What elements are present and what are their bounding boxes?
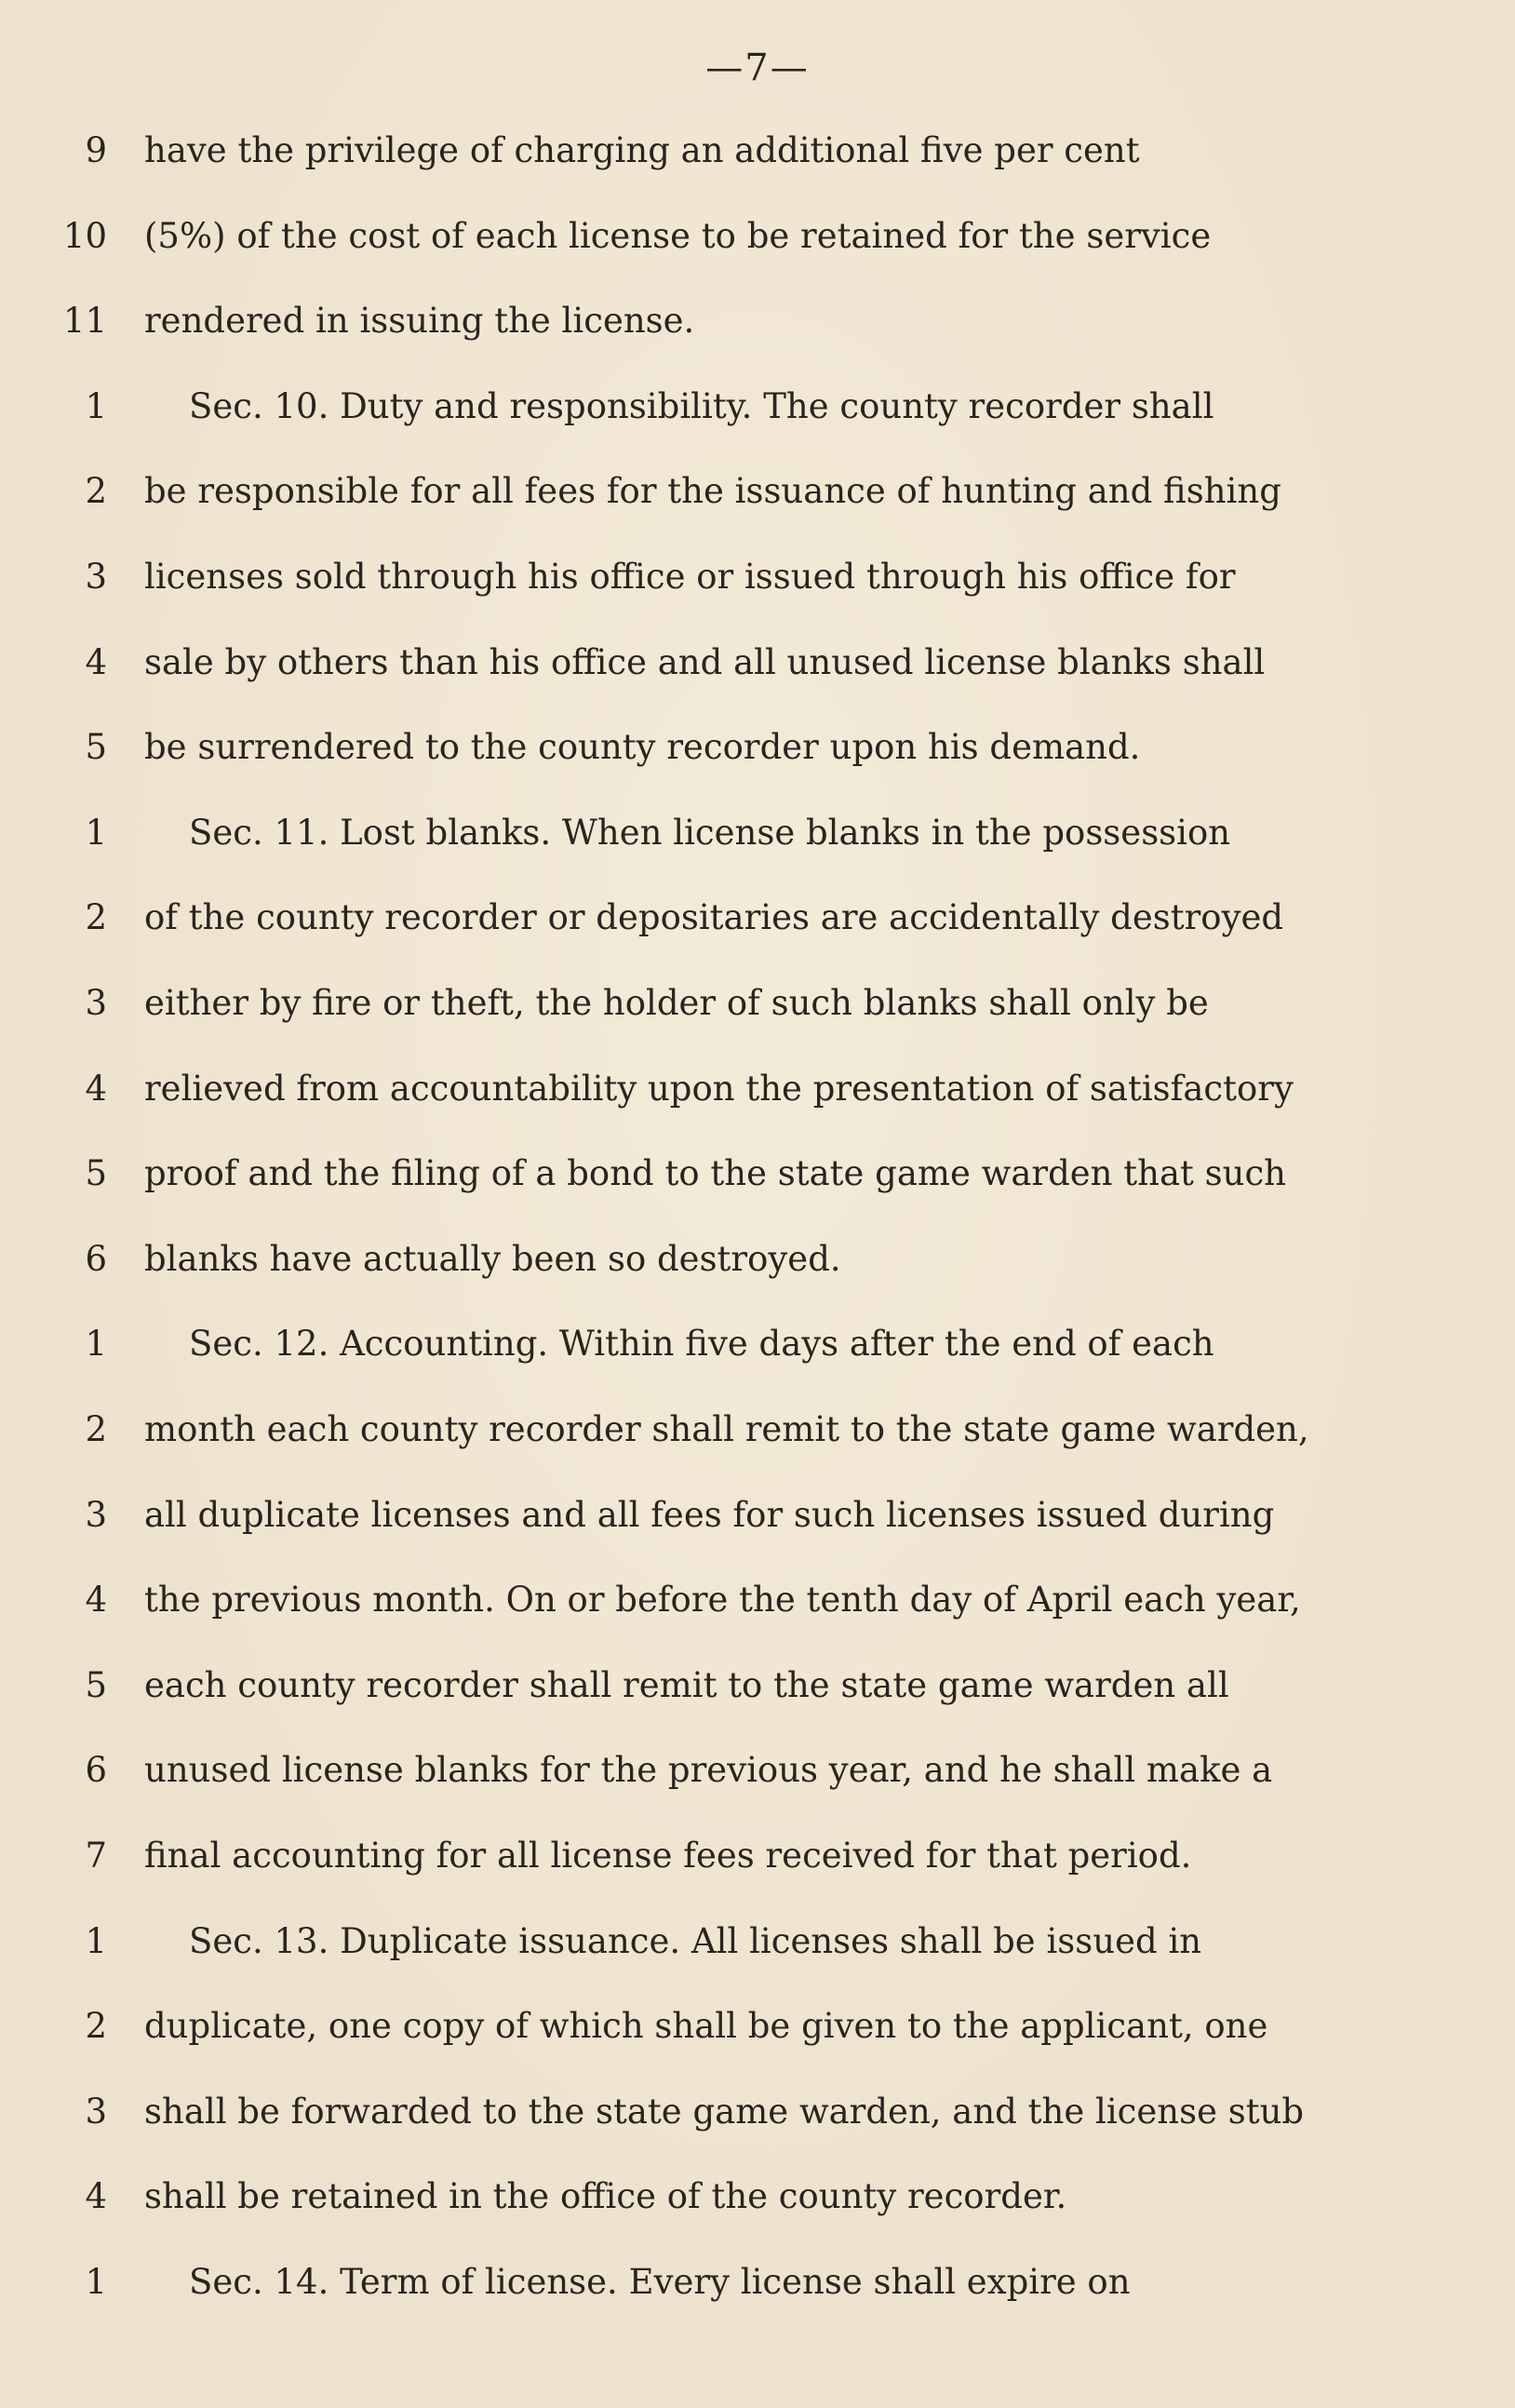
text-line: [0, 1069, 1515, 1124]
line-number: 2: [85, 897, 107, 938]
line-text: sale by others than his office and all unused license blanks shall: [144, 641, 1266, 682]
line-text: be surrendered to the county recorder upon his demand.: [144, 727, 1141, 768]
page-number: —7—: [705, 47, 810, 89]
line-text: Sec. 11. Lost blanks. When license blanks in the possession: [189, 812, 1231, 853]
line-number: 9: [85, 130, 107, 170]
line-number: 1: [85, 2262, 107, 2302]
line-number: 4: [85, 2176, 107, 2217]
line-text: month each county recorder shall remit to the state game warden,: [144, 1409, 1309, 1449]
line-number: 11: [62, 301, 107, 342]
text-line: [0, 471, 1515, 527]
line-number: 3: [85, 983, 107, 1023]
line-text: each county recorder shall remit to the state game warden all: [144, 1664, 1229, 1705]
line-text: blanks have actually been so destroyed.: [144, 1238, 841, 1279]
line-text: unused license blanks for the previous year, and he shall make a: [144, 1750, 1273, 1791]
line-text: all duplicate licenses and all fees for such licenses issued during: [144, 1494, 1275, 1535]
line-number: 2: [85, 2006, 107, 2047]
line-number: 3: [85, 2091, 107, 2132]
line-text: be responsible for all fees for the issuance of hunting and fishing: [144, 471, 1281, 512]
line-number: 1: [85, 385, 107, 426]
line-text: of the county recorder or depositaries are accidentally destroyed: [144, 897, 1284, 938]
line-number: 5: [85, 727, 107, 768]
line-text: final accounting for all license fees received for that period.: [144, 1836, 1192, 1876]
line-number: 2: [85, 471, 107, 512]
line-number: 1: [85, 812, 107, 853]
text-line: [0, 642, 1515, 698]
text-line: [0, 2262, 1515, 2318]
line-text: Sec. 14. Term of license. Every license shall expire on: [189, 2262, 1131, 2302]
line-number: 1: [85, 1324, 107, 1365]
text-line: [0, 727, 1515, 783]
line-number: 3: [85, 557, 107, 597]
line-number: 7: [85, 1836, 107, 1876]
line-text: proof and the filing of a bond to the state game warden that such: [144, 1153, 1287, 1194]
line-text: Sec. 13. Duplicate issuance. All licenses shall be issued in: [189, 1920, 1202, 1961]
line-text: Sec. 10. Duty and responsibility. The county recorder shall: [189, 385, 1214, 426]
line-text: duplicate, one copy of which shall be given to the applicant, one: [144, 2006, 1268, 2047]
text-line: [0, 1495, 1515, 1551]
line-number: 6: [85, 1750, 107, 1791]
text-line: [0, 130, 1515, 186]
text-line: [0, 2092, 1515, 2147]
line-text: have the privilege of charging an additional five per cent: [144, 130, 1140, 170]
text-line: [0, 1836, 1515, 1891]
line-number: 1: [85, 1920, 107, 1961]
line-text: shall be forwarded to the state game warden, and the license stub: [144, 2091, 1305, 2132]
text-line: [0, 983, 1515, 1039]
text-line: [0, 1153, 1515, 1209]
line-text: relieved from accountability upon the presentation of satisfactory: [144, 1068, 1294, 1109]
text-line: [0, 1409, 1515, 1465]
text-line: [0, 557, 1515, 612]
text-line: [0, 386, 1515, 442]
text-line: [0, 216, 1515, 272]
line-text: either by fire or theft, the holder of such blanks shall only be: [144, 983, 1209, 1023]
line-number: 5: [85, 1153, 107, 1194]
text-line: [0, 2176, 1515, 2232]
line-text: the previous month. On or before the tenth day of April each year,: [144, 1580, 1301, 1621]
text-line: [0, 1580, 1515, 1635]
text-line: [0, 1750, 1515, 1806]
line-number: 4: [85, 1068, 107, 1109]
line-text: licenses sold through his office or issued through his office for: [144, 557, 1236, 597]
line-number: 3: [85, 1494, 107, 1535]
text-line: [0, 1921, 1515, 1977]
line-number: 6: [85, 1238, 107, 1279]
line-number: 2: [85, 1409, 107, 1449]
text-line: [0, 1324, 1515, 1379]
line-number: 5: [85, 1664, 107, 1705]
text-line: [0, 813, 1515, 868]
line-number: 4: [85, 1580, 107, 1621]
line-text: shall be retained in the office of the county recorder.: [144, 2176, 1067, 2217]
line-text: rendered in issuing the license.: [144, 301, 695, 342]
text-line: [0, 1239, 1515, 1295]
text-line: [0, 301, 1515, 356]
line-number: 4: [85, 641, 107, 682]
line-text: (5%) of the cost of each license to be retained for the service: [144, 215, 1212, 256]
text-line: [0, 2006, 1515, 2062]
text-line: [0, 1665, 1515, 1721]
text-line: [0, 897, 1515, 953]
line-text: Sec. 12. Accounting. Within five days after the end of each: [189, 1324, 1214, 1365]
line-number: 10: [62, 215, 107, 256]
